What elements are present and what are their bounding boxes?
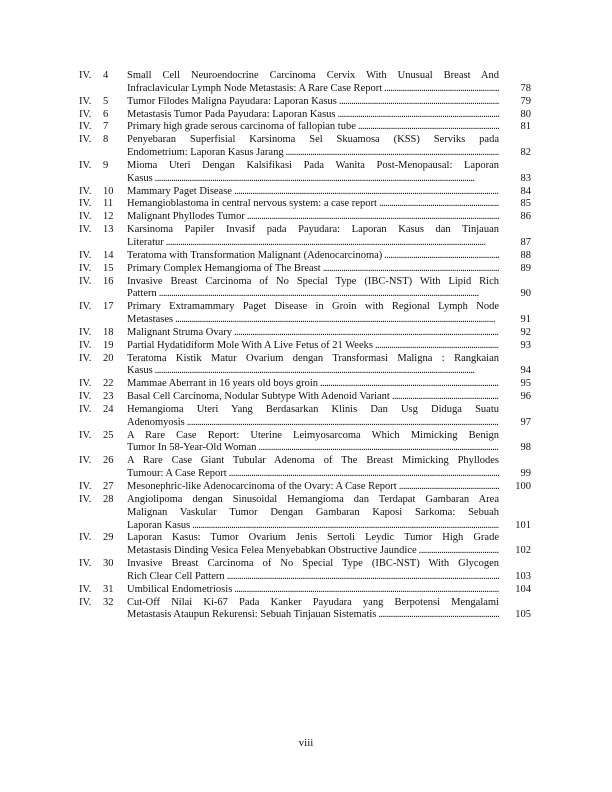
toc-entry-title (127, 96, 499, 109)
toc-entry-title (127, 301, 499, 327)
table-of-contents (79, 70, 531, 622)
dot-leader (227, 571, 499, 584)
toc-entry-number: 6 (103, 108, 109, 120)
toc-section-label: IV. (79, 429, 92, 441)
toc-section-label: IV. (79, 352, 92, 364)
toc-title-line: Metastasis Dinding Vesica Felea Menyebabkan Obstructive Jaundice (127, 545, 417, 557)
toc-page-number: 87 (520, 236, 531, 248)
toc-entry (79, 186, 531, 199)
toc-entry (79, 211, 531, 224)
toc-title-line: Basal Cell Carcinoma, Nodular Subtype With Adenoid Variant (127, 391, 390, 403)
toc-entry-number: 4 (103, 70, 109, 81)
toc-entry-title (127, 558, 499, 584)
toc-section-label: IV. (79, 134, 92, 146)
toc-page-number: 90 (520, 288, 531, 300)
toc-entry (79, 250, 531, 263)
toc-entry (79, 224, 531, 250)
toc-page-number: 80 (520, 108, 531, 120)
dot-leader (384, 83, 499, 96)
toc-section-label: IV. (79, 224, 92, 236)
toc-page-number: 101 (515, 519, 531, 531)
toc-entry-title (127, 455, 499, 481)
toc-title-line: Umbilical Endometriosis (127, 583, 233, 595)
toc-section-label: IV. (79, 558, 92, 570)
toc-title-line: Malignant Struma Ovary (127, 326, 232, 338)
toc-entry-number: 25 (103, 429, 114, 441)
toc-entry-number: 31 (103, 583, 114, 595)
toc-section-label: IV. (79, 378, 92, 390)
toc-title-line: Partial Hydatidiform Mole With A Live Fetus of 21 Weeks (127, 339, 373, 351)
toc-title-line: Small Cell Neuroendocrine Carcinoma Cervix With Unusual Breast And (127, 70, 499, 81)
toc-section-label: IV. (79, 108, 92, 120)
toc-entry-title (127, 597, 499, 623)
toc-entry (79, 198, 531, 211)
dot-leader (384, 250, 499, 263)
toc-section-label: IV. (79, 596, 92, 608)
dot-leader (392, 391, 499, 404)
toc-entry-title (127, 584, 499, 597)
toc-title-line: Mammary Paget Disease (127, 185, 232, 197)
toc-section-label: IV. (79, 275, 92, 287)
toc-title-line: Rich Clear Cell Pattern (127, 570, 225, 582)
toc-title-line: Mioma Uteri Dengan Kalsifikasi Pada Wanita Post-Menopausal: Laporan (127, 159, 499, 171)
toc-page-number: 103 (515, 570, 531, 582)
toc-title-line: Penyebaran Superfisial Karsinoma Sel Skuamosa (KSS) Serviks pada (127, 134, 499, 146)
toc-section-label: IV. (79, 481, 92, 492)
toc-entry-title (127, 378, 499, 391)
toc-section-label: IV. (79, 185, 92, 197)
toc-page-number: 79 (520, 95, 531, 107)
toc-entry (79, 584, 531, 597)
dot-leader (155, 365, 499, 378)
toc-section-label: IV. (79, 159, 92, 171)
dot-leader (192, 520, 499, 533)
toc-section-label: IV. (79, 121, 92, 133)
toc-entry-title (127, 250, 499, 263)
dot-leader (375, 340, 499, 353)
toc-entry-title (127, 353, 499, 379)
toc-entry (79, 391, 531, 404)
toc-page-number: 86 (520, 211, 531, 223)
toc-section-label: IV. (79, 455, 92, 467)
toc-title-line: Tumor Filodes Maligna Payudara: Laporan Kasus (127, 95, 337, 107)
toc-title-line: Tumour: A Case Report (127, 468, 227, 480)
dot-leader (187, 417, 499, 430)
dot-leader (229, 468, 499, 481)
toc-entry-number: 26 (103, 455, 114, 467)
toc-title-line: Kasus (127, 365, 153, 377)
toc-entry (79, 404, 531, 430)
toc-entry (79, 378, 531, 391)
toc-section-label: IV. (79, 249, 92, 261)
toc-page-number: 83 (520, 172, 531, 184)
toc-entry-number: 19 (103, 339, 114, 351)
toc-entry-number: 24 (103, 403, 114, 415)
toc-page-number: 96 (520, 391, 531, 403)
toc-title-line: Teratoma Kistik Matur Ovarium dengan Transformasi Maligna : Rangkaian (127, 352, 499, 364)
toc-title-line: A Rare Case Report: Uterine Leimyosarcoma Which Mimicking Benign (127, 429, 499, 441)
toc-page-number: 105 (515, 609, 531, 621)
toc-title-line: Metastasis Ataupun Rekurensi: Sebuah Tinjauan Sistematis (127, 609, 377, 621)
dot-leader (286, 147, 499, 160)
toc-entry-title (127, 160, 499, 186)
dot-leader (234, 584, 499, 597)
toc-section-label: IV. (79, 326, 92, 338)
toc-page-number: 85 (520, 198, 531, 210)
toc-entry (79, 532, 531, 558)
toc-entry (79, 494, 531, 533)
toc-title-line: Malignant Phyllodes Tumor (127, 211, 245, 223)
dot-leader (159, 288, 499, 301)
toc-entry (79, 160, 531, 186)
toc-title-line: Invasive Breast Carcinoma of No Special Type (IBC-NST) With Lipid Rich (127, 275, 499, 287)
toc-page-number: 91 (520, 314, 531, 326)
toc-title-line: Laporan Kasus (127, 519, 191, 531)
toc-page-number: 100 (515, 481, 531, 492)
toc-title-line: Pattern (127, 288, 157, 300)
toc-title-line: Invasive Breast Carcinoma of No Special Type (IBC-NST) With Glycogen (127, 558, 499, 570)
toc-entry (79, 481, 531, 494)
toc-entry-number: 16 (103, 275, 114, 287)
toc-entry-title (127, 340, 499, 353)
dot-leader (338, 109, 499, 122)
dot-leader (166, 237, 499, 250)
toc-entry-number: 32 (103, 596, 114, 608)
toc-page-number: 94 (520, 365, 531, 377)
toc-section-label: IV. (79, 211, 92, 223)
dot-leader (378, 609, 499, 622)
toc-section-label: IV. (79, 403, 92, 415)
dot-leader (358, 121, 499, 134)
dot-leader (379, 198, 499, 211)
toc-entry-number: 10 (103, 185, 114, 197)
toc-entry-title (127, 134, 499, 160)
toc-entry (79, 70, 531, 96)
toc-title-line: Laporan Kasus: Tumor Ovarium Jenis Sertoli Leydic Tumor High Grade (127, 532, 499, 544)
toc-entry (79, 121, 531, 134)
toc-title-line: Tumor In 58-Year-Old Woman (127, 442, 257, 454)
toc-page-number: 104 (515, 583, 531, 595)
toc-entry-title (127, 430, 499, 456)
toc-entry-number: 27 (103, 481, 114, 492)
dot-leader (175, 314, 499, 327)
toc-entry (79, 327, 531, 340)
toc-entry (79, 353, 531, 379)
toc-entry-title (127, 186, 499, 199)
toc-section-label: IV. (79, 70, 92, 81)
toc-page-number: 82 (520, 147, 531, 159)
toc-entry (79, 109, 531, 122)
toc-entry (79, 96, 531, 109)
toc-title-line: Karsinoma Papiler Invasif pada Payudara: Laporan Kasus dan Tinjauan (127, 224, 499, 236)
toc-page-number: 99 (520, 468, 531, 480)
toc-entry-number: 14 (103, 249, 114, 261)
dot-leader (258, 442, 499, 455)
toc-entry (79, 263, 531, 276)
toc-entry-number: 5 (103, 95, 109, 107)
toc-entry-number: 7 (103, 121, 109, 133)
toc-entry-number: 9 (103, 159, 109, 171)
dot-leader (234, 186, 499, 199)
toc-title-line: Cut-Off Nilai Ki-67 Pada Kanker Payudara yang Berpotensi Mengalami (127, 596, 499, 608)
dot-leader (323, 263, 499, 276)
toc-title-line: Primary Extramammary Paget Disease in Groin with Regional Lymph Node (127, 301, 499, 313)
toc-entry-title (127, 532, 499, 558)
toc-section-label: IV. (79, 583, 92, 595)
toc-title-line: Adenomyosis (127, 416, 185, 428)
toc-entry-title (127, 263, 499, 276)
toc-title-line: Literatur (127, 236, 164, 248)
toc-title-line: Malignan Vaskular Tumor Dengan Gambaran Kaposi Sarkoma: Sebuah (127, 506, 499, 518)
toc-entry-number: 18 (103, 326, 114, 338)
toc-entry (79, 340, 531, 353)
toc-entry-title (127, 276, 499, 302)
toc-entry (79, 276, 531, 302)
toc-page-number: 97 (520, 416, 531, 428)
toc-entry (79, 455, 531, 481)
toc-entry-title (127, 109, 499, 122)
dot-leader (155, 173, 499, 186)
toc-title-line: Angiolipoma dengan Sinusoidal Hemangioma dan Terdapat Gambaran Area (127, 493, 499, 505)
toc-entry-number: 28 (103, 493, 114, 505)
toc-entry-number: 17 (103, 301, 114, 313)
dot-leader (234, 327, 499, 340)
toc-entry-title (127, 481, 499, 494)
toc-section-label: IV. (79, 301, 92, 313)
toc-entry-number: 20 (103, 352, 114, 364)
toc-section-label: IV. (79, 262, 92, 274)
toc-entry-title (127, 224, 499, 250)
toc-title-line: Hemangioma Uteri Yang Berdasarkan Klinis Dan Usg Diduga Suatu (127, 403, 499, 415)
toc-section-label: IV. (79, 198, 92, 210)
toc-entry-title (127, 327, 499, 340)
toc-entry-number: 13 (103, 224, 114, 236)
dot-leader (247, 211, 499, 224)
toc-title-line: Metastasis Tumor Pada Payudara: Laporan Kasus (127, 108, 336, 120)
toc-page-number: 92 (520, 326, 531, 338)
toc-title-line: A Rare Case Giant Tubular Adenoma of The Breast Mimicking Phyllodes (127, 455, 499, 467)
toc-section-label: IV. (79, 391, 92, 403)
toc-entry (79, 558, 531, 584)
toc-page-number: 102 (515, 545, 531, 557)
toc-page-number: 78 (520, 82, 531, 94)
toc-entry-number: 29 (103, 532, 114, 544)
toc-section-label: IV. (79, 493, 92, 505)
toc-entry (79, 301, 531, 327)
toc-entry (79, 430, 531, 456)
toc-title-line: Endometrium: Laporan Kasus Jarang (127, 147, 284, 159)
toc-entry-title (127, 404, 499, 430)
toc-section-label: IV. (79, 95, 92, 107)
toc-entry (79, 597, 531, 623)
toc-entry-title (127, 121, 499, 134)
toc-entry (79, 134, 531, 160)
toc-page-number: 81 (520, 121, 531, 133)
toc-title-line: Metastases (127, 314, 174, 326)
toc-title-line: Kasus (127, 172, 153, 184)
toc-page-number: 98 (520, 442, 531, 454)
toc-title-line: Hemangioblastoma in central nervous system: a case report (127, 198, 377, 210)
toc-entry-number: 30 (103, 558, 114, 570)
toc-title-line: Mammae Aberrant in 16 years old boys groin (127, 378, 318, 390)
toc-entry-title (127, 198, 499, 211)
page-number: viii (298, 737, 314, 749)
toc-entry-title (127, 494, 499, 533)
dot-leader (339, 96, 499, 109)
toc-title-line: Primary Complex Hemangioma of The Breast (127, 262, 321, 274)
toc-entry-title (127, 391, 499, 404)
toc-title-line: Mesonephric-like Adenocarcinoma of the Ovary: A Case Report (127, 481, 397, 492)
toc-entry-title (127, 211, 499, 224)
toc-page-number: 84 (520, 185, 531, 197)
toc-entry-number: 8 (103, 134, 109, 146)
dot-leader (399, 481, 499, 494)
toc-title-line: Primary high grade serous carcinoma of fallopian tube (127, 121, 356, 133)
toc-section-label: IV. (79, 532, 92, 544)
toc-page-number: 88 (520, 249, 531, 261)
toc-entry-title (127, 70, 499, 96)
toc-entry-number: 22 (103, 378, 114, 390)
dot-leader (320, 378, 499, 391)
toc-entry-number: 23 (103, 391, 114, 403)
toc-title-line: Infraclavicular Lymph Node Metastasis: A Rare Case Report (127, 82, 383, 94)
toc-page-number: 89 (520, 262, 531, 274)
toc-page-number: 93 (520, 339, 531, 351)
toc-page-number: 95 (520, 378, 531, 390)
toc-section-label: IV. (79, 339, 92, 351)
toc-title-line: Teratoma with Transformation Malignant (Adenocarcinoma) (127, 249, 383, 261)
toc-entry-number: 15 (103, 262, 114, 274)
toc-entry-number: 11 (103, 198, 114, 210)
dot-leader (419, 545, 499, 558)
toc-entry-number: 12 (103, 211, 114, 223)
